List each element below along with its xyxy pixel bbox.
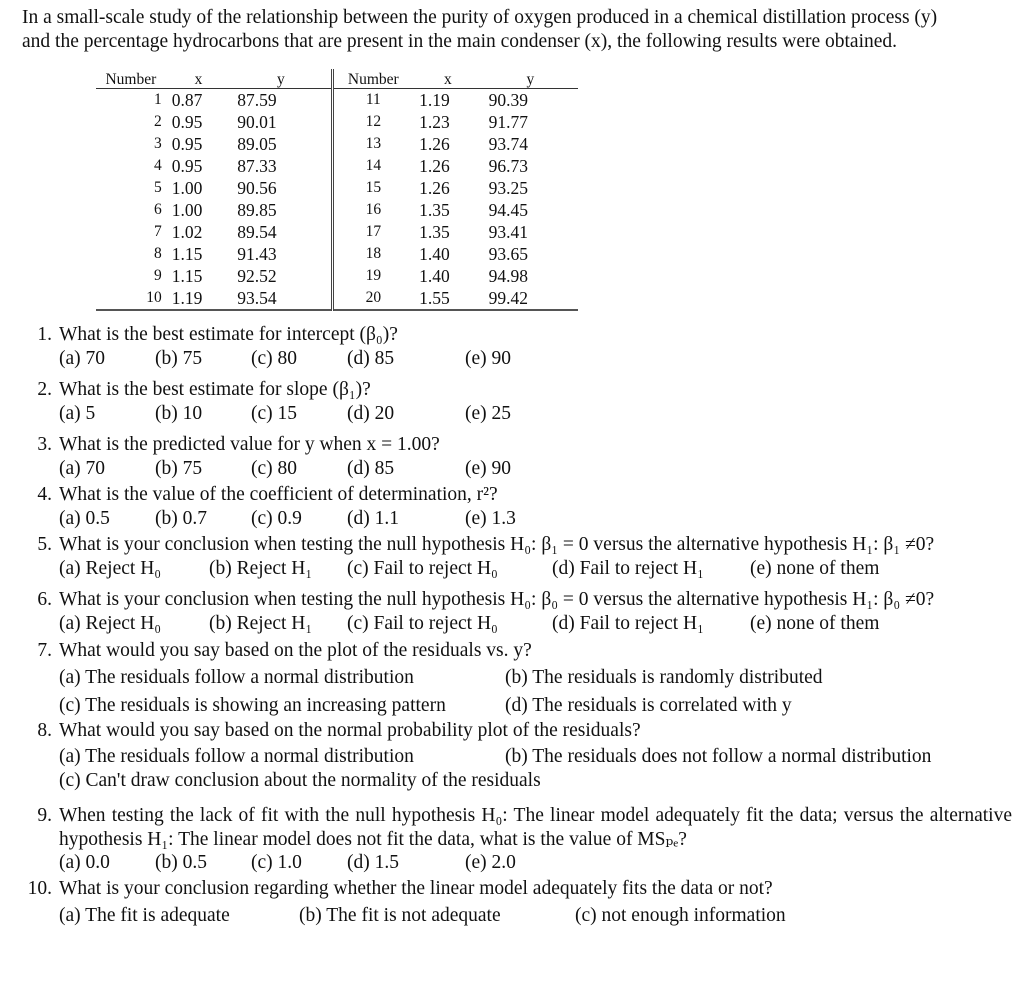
x-value-left: 1.00 — [171, 200, 203, 220]
answer-options — [59, 851, 1012, 875]
x-value-right: 1.26 — [419, 156, 450, 176]
option-c: (c) The residuals is showing an increasing pattern — [59, 695, 446, 716]
question-4 — [22, 483, 1012, 530]
option-e: (e) 90 — [465, 347, 512, 369]
y-value-left: 90.56 — [231, 177, 332, 199]
y-value-right: 94.98 — [488, 266, 529, 286]
option-d: (d) Fail to reject H₁ — [552, 557, 704, 579]
option-e: (e) none of them — [750, 612, 880, 634]
row-number-right: 14 — [365, 157, 382, 174]
x-value-left: 0.95 — [171, 112, 203, 132]
option-e: (e) 90 — [465, 457, 512, 479]
table-row — [96, 111, 578, 133]
option-c: (c) not enough information — [575, 905, 786, 926]
option-a: (a) The residuals follow a normal distribution — [59, 746, 414, 767]
x-value-right: 1.19 — [419, 90, 450, 110]
option-e: (e) 2.0 — [465, 852, 516, 873]
option-c: (c) 80 — [251, 347, 298, 369]
option-d: (d) The residuals is correlated with y — [505, 695, 792, 716]
x-value-left: 1.15 — [171, 266, 203, 286]
row-number-left: 6 — [153, 201, 162, 218]
x-value-right: 1.35 — [419, 222, 450, 242]
table-row — [96, 199, 578, 221]
table-row — [96, 221, 578, 243]
question-number: 9. — [37, 805, 52, 826]
option-a: (a) 0.0 — [59, 852, 110, 873]
y-value-left: 91.43 — [231, 243, 332, 265]
x-value-left: 1.00 — [171, 178, 203, 198]
x-value-left: 0.95 — [171, 156, 203, 176]
answer-options — [59, 507, 1012, 531]
x-value-right: 1.40 — [419, 244, 450, 264]
y-value-right: 93.25 — [488, 178, 529, 198]
table-row — [96, 89, 578, 112]
question-text: What is your conclusion when testing the null hypothesis H₀: β₁ = 0 versus the alternative hypothesis H₁: β₁ ≠0? — [59, 534, 935, 555]
row-number-left: 8 — [153, 245, 162, 262]
y-value-left: 87.33 — [231, 155, 332, 177]
question-9 — [22, 804, 1012, 875]
answer-options-row-1 — [59, 666, 1012, 690]
option-c: (c) Can't draw conclusion about the normality of the residuals — [59, 769, 541, 791]
x-value-right: 1.55 — [413, 287, 483, 310]
header-y-2: y — [483, 69, 578, 89]
question-number: 8. — [37, 719, 52, 741]
y-value-right: 90.39 — [488, 90, 529, 110]
option-c: (c) 1.0 — [251, 852, 302, 873]
intro-paragraph — [22, 6, 1002, 54]
row-number-left: 5 — [153, 179, 162, 196]
question-text: What is the best estimate for slope (β₁)? — [59, 379, 371, 400]
question-text: What is your conclusion regarding whether the linear model adequately fits the data or not? — [59, 877, 773, 899]
row-number-right: 17 — [365, 223, 382, 240]
question-text: What would you say based on the plot of the residuals vs. y? — [59, 640, 532, 661]
row-number-left: 3 — [153, 135, 162, 152]
question-number: 7. — [37, 640, 52, 661]
option-a: (a) The fit is adequate — [59, 905, 230, 926]
y-value-left: 89.85 — [231, 199, 332, 221]
question-text: What is the value of the coefficient of determination, r²? — [59, 484, 498, 505]
option-e: (e) 25 — [465, 402, 512, 424]
x-value-right: 1.26 — [419, 178, 450, 198]
row-number-left: 2 — [153, 113, 162, 130]
question-2 — [22, 378, 1012, 425]
table-row — [96, 155, 578, 177]
y-value-right: 93.74 — [488, 134, 529, 154]
option-c: (c) 80 — [251, 457, 298, 479]
header-x-2: x — [413, 69, 483, 89]
question-number: 6. — [37, 589, 52, 610]
option-e: (e) none of them — [750, 557, 880, 579]
question-list — [22, 323, 1012, 928]
x-value-right: 1.23 — [419, 112, 450, 132]
answer-options — [59, 904, 1012, 928]
option-a: (a) The residuals follow a normal distribution — [59, 666, 414, 688]
option-c: (c) 0.9 — [251, 507, 302, 529]
question-6 — [22, 588, 1012, 635]
header-y-1: y — [231, 69, 332, 89]
question-8 — [22, 719, 1012, 793]
question-number: 5. — [37, 534, 52, 555]
x-value-left: 1.19 — [166, 287, 232, 310]
header-number-1: Number — [96, 69, 166, 89]
option-c: (c) 15 — [251, 402, 298, 424]
question-number: 10. — [27, 877, 52, 899]
y-value-left: 87.59 — [231, 89, 332, 112]
y-value-left: 89.05 — [231, 133, 332, 155]
row-number-left: 7 — [153, 223, 162, 240]
row-number-right: 12 — [365, 113, 382, 130]
question-number: 4. — [37, 484, 52, 505]
row-number-right: 18 — [365, 245, 382, 262]
option-b: (b) 10 — [155, 402, 203, 424]
table-row — [96, 287, 578, 310]
y-value-left: 90.01 — [231, 111, 332, 133]
x-value-left: 1.15 — [171, 244, 203, 264]
question-7 — [22, 639, 1012, 718]
row-number-right: 13 — [365, 135, 382, 152]
option-b: (b) Reject H₁ — [209, 612, 313, 634]
answer-options — [59, 557, 1012, 581]
y-value-right: 93.41 — [488, 222, 529, 242]
question-3 — [22, 433, 1012, 480]
header-number-2: Number — [332, 69, 413, 89]
question-number: 1. — [37, 324, 52, 345]
option-a: (a) 70 — [59, 457, 106, 479]
option-d: (d) 85 — [347, 457, 395, 479]
option-a: (a) 5 — [59, 402, 96, 424]
option-b: (b) 0.5 — [155, 852, 207, 873]
row-number-left: 9 — [153, 267, 162, 284]
option-b: (b) 75 — [155, 347, 203, 369]
row-number-right: 20 — [332, 287, 413, 310]
table-row — [96, 243, 578, 265]
option-a: (a) 70 — [59, 347, 106, 369]
answer-options — [59, 347, 1012, 371]
x-value-left: 1.02 — [171, 222, 203, 242]
row-number-right: 16 — [365, 201, 382, 218]
y-value-left: 89.54 — [231, 221, 332, 243]
x-value-right: 1.40 — [419, 266, 450, 286]
x-value-right: 1.35 — [419, 200, 450, 220]
answer-options — [59, 457, 1012, 481]
x-value-right: 1.26 — [419, 134, 450, 154]
question-number: 2. — [37, 379, 52, 400]
answer-options-row-2 — [59, 694, 1012, 718]
answer-options — [59, 612, 1012, 636]
option-d: (d) 1.5 — [347, 852, 399, 873]
row-number-right: 11 — [365, 91, 381, 108]
x-value-left: 0.87 — [171, 90, 203, 110]
y-value-right: 96.73 — [488, 156, 529, 176]
question-5 — [22, 533, 1012, 580]
option-d: (d) Fail to reject H₁ — [552, 612, 704, 634]
data-table — [96, 69, 578, 311]
question-text: What is your conclusion when testing the null hypothesis H₀: β₀ = 0 versus the alternative hypothesis H₁: β₀ ≠0? — [59, 589, 935, 610]
question-text: When testing the lack of fit with the null hypothesis H₀: The linear model adequately fit the data; versus the alternative hypothesis H₁: The linear model does not fit the data, what is the value of MSₚₑ? — [59, 805, 1012, 850]
row-number-left: 4 — [153, 157, 162, 174]
option-b: (b) Reject H₁ — [209, 557, 313, 579]
header-x-1: x — [166, 69, 232, 89]
option-b: (b) 0.7 — [155, 507, 207, 529]
option-a: (a) Reject H₀ — [59, 612, 162, 634]
option-b: (b) 75 — [155, 457, 203, 479]
option-a: (a) 0.5 — [59, 507, 110, 529]
question-text: What is the predicted value for y when x = 1.00? — [59, 434, 440, 455]
option-e: (e) 1.3 — [465, 507, 516, 529]
option-b: (b) The residuals is randomly distributed — [505, 666, 823, 688]
y-value-left: 93.54 — [231, 287, 332, 310]
table-row — [96, 133, 578, 155]
row-number-left: 1 — [153, 91, 162, 108]
y-value-right: 99.42 — [483, 287, 578, 310]
y-value-right: 91.77 — [488, 112, 529, 132]
intro-line-1: In a small-scale study of the relationship between the purity of oxygen produced in a chemical distillation process (y) — [22, 7, 938, 28]
option-d: (d) 1.1 — [347, 507, 399, 529]
y-value-right: 93.65 — [488, 244, 529, 264]
option-d: (d) 85 — [347, 347, 395, 369]
question-1 — [22, 323, 1012, 370]
y-value-left: 92.52 — [231, 265, 332, 287]
row-number-right: 19 — [365, 267, 382, 284]
option-c: (c) Fail to reject H₀ — [347, 557, 498, 579]
option-c: (c) Fail to reject H₀ — [347, 612, 498, 634]
table-header-row — [96, 69, 578, 89]
option-b: (b) The fit is not adequate — [299, 905, 501, 926]
table-row — [96, 265, 578, 287]
answer-options-row-1 — [59, 745, 1012, 769]
option-d: (d) 20 — [347, 402, 395, 424]
question-number: 3. — [37, 434, 52, 455]
answer-options — [59, 402, 1012, 426]
option-b: (b) The residuals does not follow a normal distribution — [505, 746, 932, 767]
y-value-right: 94.45 — [488, 200, 529, 220]
table-row — [96, 177, 578, 199]
option-a: (a) Reject H₀ — [59, 557, 162, 579]
question-text: What would you say based on the normal probability plot of the residuals? — [59, 719, 641, 741]
question-10 — [22, 877, 1012, 928]
row-number-left: 10 — [96, 287, 166, 310]
row-number-right: 15 — [365, 179, 382, 196]
question-text: What is the best estimate for intercept (β₀)? — [59, 324, 398, 345]
x-value-left: 0.95 — [171, 134, 203, 154]
intro-line-2: and the percentage hydrocarbons that are present in the main condenser (x), the following results were obtained. — [22, 31, 898, 52]
